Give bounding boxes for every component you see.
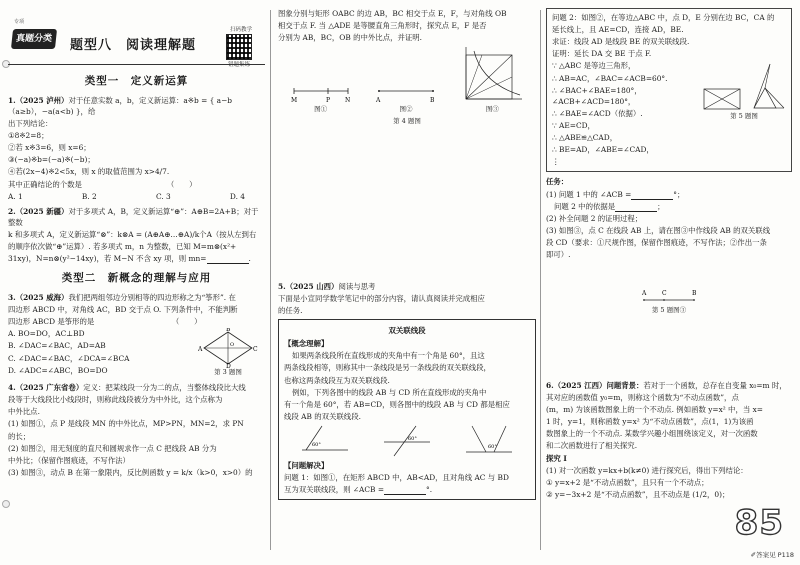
endpoint <box>643 299 645 301</box>
task-text: 问题 2 中的依据是 <box>554 201 616 211</box>
column-divider <box>270 10 271 550</box>
question-stem: 对于任意实数 a，b，定义新运算：a※b = { a−b（a≥b），−a(a<b) }，给 <box>8 95 232 116</box>
question-stem: 段等于大线段比小线段时，则称此线段被分为中外比，这个点称为 <box>8 395 223 405</box>
question-number: 1. <box>8 95 16 105</box>
point-c <box>663 299 665 301</box>
concept-figure-1 <box>298 424 352 458</box>
page-header <box>8 8 265 70</box>
figure-2 <box>375 77 437 115</box>
question-source: （2025 广东省卷） <box>15 383 84 393</box>
figure-q5 <box>702 48 786 168</box>
question-1 <box>8 95 265 202</box>
figure-caption: 图① <box>314 105 328 114</box>
question-stem: (m，m) 为该函数图象上的一个不动点. 例如函数 y=x² 中，当 x= <box>546 405 763 415</box>
note-box-title: 双关联线段 <box>388 326 426 336</box>
badge-small-label: 专项 <box>14 19 25 25</box>
point-label: P <box>325 97 330 105</box>
concept-text: 例如，下列各图中的线段 AB 与 CD 所在直线形成的夹角中 <box>292 387 487 397</box>
question-stem: 四边形 ABCD 是筝形的是 （ ） <box>8 317 202 327</box>
question-2 <box>8 206 265 265</box>
task-text: (1) 问题 1 中的 ∠ACB = <box>546 189 632 199</box>
task-text: 即可）. <box>546 250 571 260</box>
question-number: 5. <box>278 281 286 291</box>
question-4 <box>8 382 265 478</box>
proof-step: ∴ ∠BAC+∠BAE=180°，∠ACB+∠ACD=180°， <box>552 85 642 106</box>
concept-figures <box>284 424 530 458</box>
point-label: A <box>642 290 647 298</box>
figure-caption: 图③ <box>485 105 499 114</box>
answer-blank[interactable] <box>384 487 426 495</box>
question-source: （2025 江西） <box>553 380 607 390</box>
problem-text: 问题 1：如图①，在矩形 ABCD 中，AB<AD，且对角线 AC 与 BD <box>284 473 509 483</box>
proof-step: ∴ △ABE≌△CAD， <box>552 133 618 143</box>
point-label: B <box>692 290 697 298</box>
answer-blank[interactable] <box>615 204 657 212</box>
category-badge: 真题分类 <box>11 29 57 49</box>
explore-text: ① y=x+2 是“不动点函数”，且只有一个不动点； <box>546 477 709 487</box>
problem-text: 问题 2：如图②，在等边△ABC 中，点 D，E 分别在边 BC，CA 的 <box>552 13 775 22</box>
concept-text: 两条线段相等，则称其中一条线段是另一条线段的双关联线段， <box>284 363 491 373</box>
question-number: 2. <box>8 206 16 216</box>
subquestion: (2) 如图②，用无刻度的直尺和圆规求作一点 C 把线段 AB 分为 <box>8 443 217 453</box>
vertex-label: B <box>226 328 231 334</box>
explore-heading: 探究 I <box>546 453 567 463</box>
angle-label: 60° <box>408 436 417 443</box>
point-label: C <box>662 290 667 298</box>
proof-box <box>546 8 792 172</box>
answer-space[interactable] <box>546 320 792 380</box>
angle-label: 60° <box>488 444 497 451</box>
option-c[interactable]: C. 3 <box>155 191 171 201</box>
punctuation: °. <box>426 485 433 495</box>
section-title-1: 类型一 定义新运算 <box>84 75 189 87</box>
question-3 <box>8 292 265 378</box>
concept-text: 有一个角是 60°，若 AB=CD，则各图中的线段 AB 与 CD 都是相应 <box>284 399 510 409</box>
concept-tag: 【概念理解】 <box>284 339 329 349</box>
vertex-label: C <box>253 346 258 354</box>
question-stem: k 和多项式 A，定义新运算“⊗”：k⊗A = (A⊕A⊕…⊕A)/k个A（按从左到右 <box>8 229 257 239</box>
proof-step: ∴ ∠BAE=∠ACD（依据）. <box>552 108 643 118</box>
question-stem: 数图象上的一个不动点. 某数学兴趣小组围绕该定义，对一次函数 <box>546 429 758 439</box>
proof-step: ∵ △ABC 是等边三角形， <box>552 61 636 71</box>
question-stem: 若对于一个函数，总存在自变量 x₀=m 时， <box>643 380 787 390</box>
question-5 <box>278 281 536 501</box>
point-label: M <box>290 97 297 105</box>
figure-caption: 第 4 题图 <box>393 117 421 126</box>
point-label: N <box>344 97 350 105</box>
figure-q4 <box>278 45 536 115</box>
concept-text: 线段 AB 的双关联线段. <box>284 411 361 421</box>
figure-caption: 第 5 题图 <box>730 112 758 121</box>
column-middle <box>278 8 536 558</box>
segment-ab <box>472 426 486 452</box>
subquestion: (3) 如图③，动点 B 在第一象限内，反比例函数 y = k/x（k>0，x>0）的 <box>8 467 253 477</box>
proof-step: ∵ AE=CD， <box>552 120 595 130</box>
column-right <box>546 8 792 558</box>
question-ask: 其中正确结论的个数是 （ ） <box>8 179 197 189</box>
point-label: A <box>375 97 381 105</box>
qr-label: 扫码教学 <box>229 27 252 33</box>
task-text: (3) 如图③，点 C 在线段 AB 上，请在图③中作线段 AB 的双关联线 <box>546 225 771 235</box>
column-divider <box>540 10 541 550</box>
title-rule <box>8 64 265 65</box>
proof-step: ∴ AB=AC，∠BAC=∠ACB=60°. <box>552 73 668 83</box>
concept-figure-3 <box>462 424 516 458</box>
question-stem: 图象分别与矩形 OABC 的边 AB，BC 相交于点 E，F，与对角线 OB <box>278 9 507 18</box>
segment-ab <box>375 77 437 105</box>
punctuation: . <box>248 254 251 264</box>
note-box <box>278 319 536 500</box>
endpoint <box>693 299 695 301</box>
option-d[interactable]: D. ∠ADC=∠ABC，BO=DO <box>8 365 108 375</box>
diagonal-ob <box>466 55 512 99</box>
question-stem: 定义：把某线段一分为二的点，当整体线段比大线 <box>83 383 246 393</box>
page-title: 题型八 阅读理解题 <box>70 38 197 53</box>
answer-blank[interactable] <box>631 192 673 200</box>
conclusion-item: ④若(2x−4)※2<5x，则 x 的取值范围为 x>4/7. <box>8 167 170 177</box>
vertex-label: O <box>230 342 235 349</box>
task-heading: 任务： <box>546 177 569 187</box>
option-b[interactable]: B. 2 <box>81 191 97 201</box>
vertex-label: D <box>226 363 231 369</box>
conclusion-item: ①8※2=8； <box>8 131 49 141</box>
segment-acb <box>546 288 792 306</box>
angle-label: 60° <box>312 442 321 449</box>
section-title-2: 类型二 新概念的理解与应用 <box>61 272 212 285</box>
concept-text: 如果两条线段所在直线形成的夹角中有一个角是 60°，且这 <box>292 351 485 361</box>
punctuation: ； <box>657 201 665 211</box>
subquestion: (1) 如图①，点 P 是线段 MN 的中外比点，MP>PN，MN=2，求 PN <box>8 419 244 429</box>
question-stem: 的顺序依次做“⊕”运算）. 若多项式 m，n 为整数，已知 M=m⊗(x²+ <box>8 242 237 252</box>
punctuation: °； <box>673 189 685 199</box>
column-left <box>8 8 265 558</box>
question-stem: 对于多项式 A，B，定义新运算“⊕”：A⊕B=2A+B；对于整数 <box>8 206 259 227</box>
question-number: 6. <box>546 380 554 390</box>
figure-q5-3 <box>546 288 792 316</box>
option-d[interactable]: D. 4 <box>229 191 245 201</box>
question-6 <box>546 380 792 500</box>
question-number: 3. <box>8 293 16 303</box>
proof-step: ∴ BE=AD，∠ABE=∠CAD， <box>552 145 654 155</box>
question-tag: 问题背景： <box>606 380 644 390</box>
task-text: (2) 补全问题 2 的证明过程； <box>546 213 643 223</box>
option-a[interactable]: A. BO=DO，AC⊥BD <box>8 329 85 339</box>
concept-text: 也称这两条线段互为双关联线段. <box>284 375 390 385</box>
conclusion-item: ②若 x※3=6，则 x=6； <box>8 143 91 153</box>
question-source: （2025 泸州） <box>15 95 69 105</box>
subquestion: 的长； <box>8 431 31 441</box>
segment-be <box>754 64 770 108</box>
answer-blank[interactable] <box>207 256 249 264</box>
question-stem: 我们把两组邻边分别相等的四边形称之为“筝形”. 在 <box>68 293 236 303</box>
problem-text: 互为双关联线段，则 ∠ACB = <box>284 485 385 495</box>
answer-reference: ✐答案见 P118 <box>750 551 794 560</box>
answer-options <box>8 191 265 202</box>
question-stem: 和二次函数进行了相关探究. <box>546 441 638 451</box>
coordinate-rectangle <box>460 45 524 105</box>
question-stem: 四边形 ABCD 中，对角线 AC，BD 交于点 O. 下列条件中，不能判断 <box>8 305 238 315</box>
concept-figure-2 <box>380 424 434 458</box>
question-stem: 1 时，y=1，则称函数 y=x² 为“不动点函数”，点(1，1)为该函 <box>546 417 754 427</box>
option-c[interactable]: C. ∠DAC=∠BAC，∠DCA=∠BCA <box>8 353 130 363</box>
rectangle-abcd <box>702 86 742 112</box>
page-number: 85 <box>734 503 784 543</box>
question-stem: 中外比点. <box>8 407 40 417</box>
question-number: 4. <box>8 383 16 393</box>
figure-q3 <box>198 328 258 378</box>
proof-ellipsis: ⋮ <box>552 157 560 167</box>
point-label: B <box>429 97 435 105</box>
figure-caption: 第 5 题图③ <box>651 306 687 315</box>
vertex-label: A <box>198 346 203 354</box>
question-source: （2025 新疆） <box>15 206 69 216</box>
problem-text: 延长线上，且 AE=CD，连接 AD，BE. <box>552 25 684 35</box>
figure-caption: 图② <box>399 105 413 114</box>
option-a[interactable]: A. 1 <box>8 191 23 201</box>
conclusion-item: ③(−a)※b=(−a)※(−b)； <box>8 155 95 165</box>
proof-step: 证明：延长 DA 交 BE 于点 F. <box>552 49 652 59</box>
qr-code-icon[interactable] <box>226 34 252 60</box>
explore-text: ② y=−3x+2 是“不动点函数”，且不动点是 (1/2，0)； <box>546 489 730 499</box>
endpoint <box>432 90 434 92</box>
kite-diagram <box>198 328 258 368</box>
question-stem: 出下列结论： <box>8 118 53 128</box>
question-stem: 下面是小宣同学数学笔记中的部分内容，请认真阅读并完成相应 <box>278 293 485 303</box>
solve-tag: 【问题解决】 <box>284 461 329 471</box>
question-stem: 的任务. <box>278 306 303 316</box>
figure-1 <box>290 77 352 115</box>
question-source: （2025 山西） <box>285 281 339 291</box>
triangle-abc <box>746 60 786 112</box>
segment-mpn <box>290 77 352 105</box>
question-stem: 其对应的函数值 y₀=m，则称这个函数为“不动点函数”，点 <box>546 393 739 403</box>
endpoint <box>378 90 380 92</box>
figure-caption: 第 3 题图 <box>214 368 242 377</box>
question-tag: 阅读与思考 <box>338 281 376 291</box>
answer-space[interactable] <box>278 131 536 281</box>
qr-caption: 错题集练 <box>227 62 250 68</box>
explore-text: (1) 对一次函数 y=kx+b(k≠0) 进行探究后，得出下列结论： <box>546 465 748 475</box>
question-stem: 相交于点 F. 当 △ADE 是等腰直角三角形时，探究点 E，F 是否 <box>278 21 487 31</box>
equilateral-triangle <box>754 88 776 108</box>
subquestion: 中外比；（保留作图痕迹，不写作法） <box>8 455 130 465</box>
question-stem: 分别为 AB，BC，OB 的中外比点，并证明. <box>278 33 422 43</box>
question-stem: 31xy)，N=n⊗(y²−14xy)，若 M−N 不含 xy 项，则 mn= <box>8 254 207 264</box>
question-source: （2025 威海） <box>15 293 69 303</box>
problem-text: 求证：线段 AD 是线段 BE 的双关联线段. <box>552 37 690 47</box>
task-text: 段 CD（要求：①尺规作图，保留作图痕迹，不写作法；②作出一条 <box>546 237 767 247</box>
option-b[interactable]: B. ∠DAC=∠BAC，AD=AB <box>8 341 106 351</box>
figure-3 <box>460 45 524 115</box>
